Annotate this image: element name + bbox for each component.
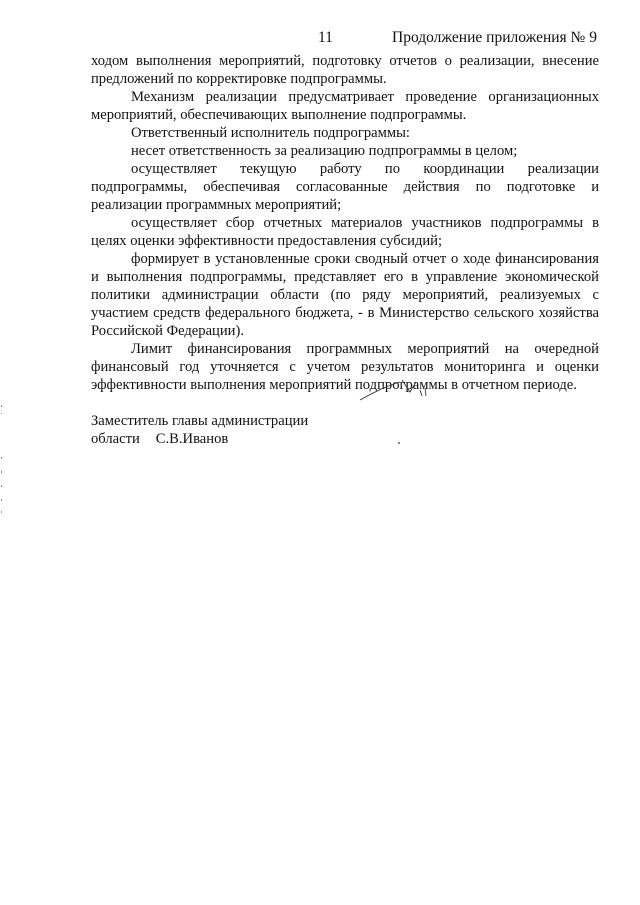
signatory-title-region: области	[91, 431, 140, 447]
page-number: 11	[318, 29, 333, 46]
scan-margin-marks	[0, 405, 6, 515]
document-body	[91, 52, 599, 394]
signatory-title: Заместитель главы администрации	[91, 413, 309, 429]
signatory-name: С.В.Иванов	[155, 431, 229, 447]
paragraph: осуществляет сбор отчетных материалов участников подпрограммы в целях оценки эффективности предоставления субсидий;	[91, 215, 599, 249]
paragraph: ходом выполнения мероприятий, подготовку отчетов о реализации, внесение предложений по корректировке подпрограммы.	[91, 53, 599, 87]
paragraph: Лимит финансирования программных мероприятий на очередной финансовый год уточняется с учетом результатов мониторинга и оценки эффективности выполнения мероприятий подпрограммы в отчетном периоде.	[91, 341, 599, 393]
signature-block	[91, 412, 308, 448]
handwritten-initials-mark	[356, 378, 446, 404]
scan-speck	[398, 442, 400, 444]
paragraph: формирует в установленные сроки сводный отчет о ходе финансирования и выполнения подпрограммы, представляет его в управление экономической политики администрации области (по ряду мероприятий, реализуемых с участием средств федерального бюджета, - в Министерство сельского хозяйства Российской Федерации).	[91, 251, 599, 339]
paragraph: несет ответственность за реализацию подпрограммы в целом;	[131, 143, 518, 159]
paragraph: осуществляет текущую работу по координации реализации подпрограммы, обеспечивая согласованные действия по подготовке и реализации программных мероприятий;	[91, 161, 599, 213]
appendix-heading: Продолжение приложения № 9	[392, 29, 597, 46]
paragraph: Механизм реализации предусматривает проведение организационных мероприятий, обеспечивающих выполнение подпрограммы.	[91, 89, 599, 123]
signatory-line	[91, 430, 308, 448]
paragraph: Ответственный исполнитель подпрограммы:	[131, 125, 410, 141]
